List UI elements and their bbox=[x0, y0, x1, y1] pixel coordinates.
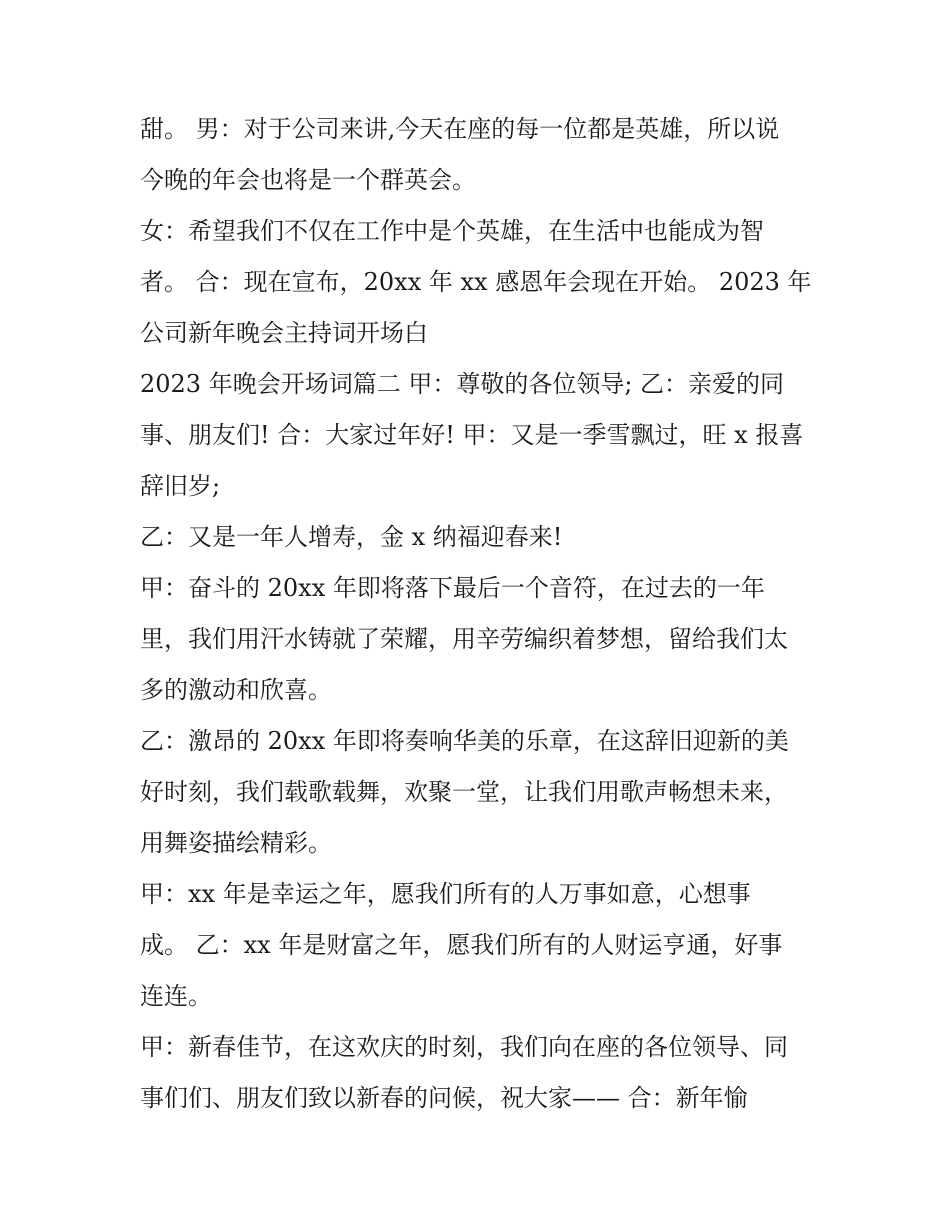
text-line: 事们们、朋友们致以新春的问候，祝大家—— 合：新年愉 bbox=[140, 1084, 748, 1112]
text-line: 者。 合：现在宣布，20xx 年 xx 感恩年会现在开始。 2023 年 bbox=[140, 268, 812, 296]
text-line: 女：希望我们不仅在工作中是个英雄，在生活中也能成为智 bbox=[140, 217, 764, 245]
text-line: 里，我们用汗水铸就了荣耀，用辛劳编织着梦想，留给我们太 bbox=[140, 625, 788, 653]
text-line: 甲：xx 年是幸运之年，愿我们所有的人万事如意，心想事 bbox=[140, 880, 751, 908]
text-line: 事、朋友们! 合：大家过年好! 甲：又是一季雪飘过，旺 x 报喜 bbox=[140, 421, 804, 449]
text-line: 甲：奋斗的 20xx 年即将落下最后一个音符，在过去的一年 bbox=[140, 574, 765, 602]
text-line: 连连。 bbox=[140, 982, 212, 1010]
text-line: 多的激动和欣喜。 bbox=[140, 676, 332, 704]
text-line: 2023 年晚会开场词篇二 甲：尊敬的各位领导; 乙：亲爱的同 bbox=[140, 370, 785, 398]
text-line: 甲：新春佳节，在这欢庆的时刻，我们向在座的各位领导、同 bbox=[140, 1033, 788, 1061]
text-line: 今晚的年会也将是一个群英会。 bbox=[140, 166, 476, 194]
text-line: 辞旧岁; bbox=[140, 472, 221, 500]
text-line: 乙：激昂的 20xx 年即将奏响华美的乐章，在这辞旧迎新的美 bbox=[140, 727, 789, 755]
text-line: 乙：又是一年人增寿，金 x 纳福迎春来! bbox=[140, 523, 563, 551]
text-line: 好时刻，我们载歌载舞，欢聚一堂，让我们用歌声畅想未来， bbox=[140, 778, 788, 806]
text-line: 用舞姿描绘精彩。 bbox=[140, 829, 332, 857]
document-body bbox=[140, 104, 820, 1124]
text-line: 成。 乙：xx 年是财富之年，愿我们所有的人财运亨通，好事 bbox=[140, 931, 783, 959]
text-line: 甜。 男：对于公司来讲,今天在座的每一位都是英雄，所以说 bbox=[140, 115, 780, 143]
text-line: 公司新年晚会主持词开场白 bbox=[140, 319, 428, 347]
